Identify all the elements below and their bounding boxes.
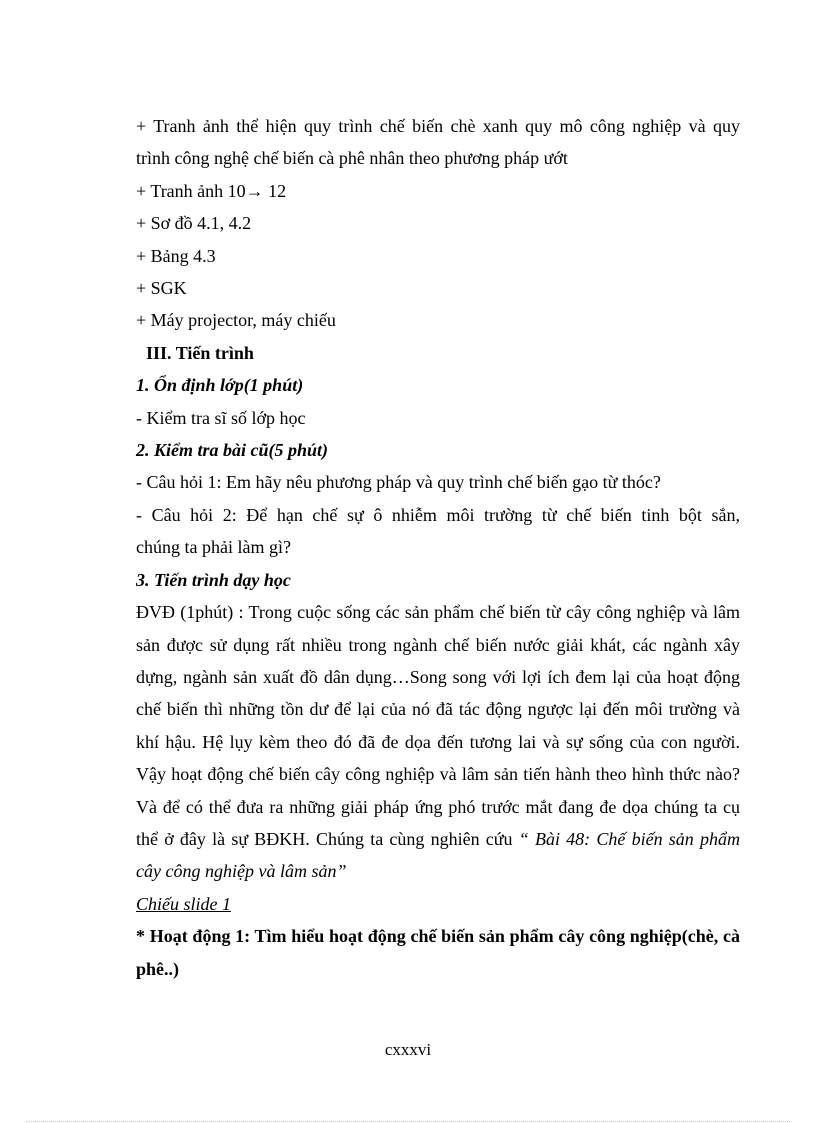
slide-note: Chiếu slide 1 — [136, 893, 231, 914]
page-divider — [26, 1121, 790, 1122]
lesson-title: “ Bài 48: Chế biến sản phẩm cây công nghiệp và lâm sản” — [136, 828, 740, 882]
text-line: + Tranh ảnh 10→ 12 — [136, 180, 287, 201]
page-number: cxxxvi — [384, 1040, 432, 1059]
subsection-heading: 1. Ổn định lớp(1 phút) — [136, 375, 304, 396]
text-line: + Máy projector, máy chiếu — [136, 310, 336, 331]
text-line: + SGK — [136, 278, 187, 299]
intro-text: ĐVĐ (1phút) : Trong cuộc sống các sản phẩm chế biến từ cây công nghiệp và lâm sản được sử dụng rất nhiều trong ngành chế biến nước giải khát, các ngành xây dựng, ngành sản xuất đồ dân dụng…Song song với lợi ích đem lại của hoạt động chế biến thì những tồn dư để lại của nó đã tác động ngược lại đến môi trường và khí hậu. Hệ lụy kèm theo đó đã đe dọa đến tương lai và sự sống của con người. Vậy hoạt động chế biến cây công nghiệp và lâm sản tiến hành theo hình thức nào? Và để có thể đưa ra những giải pháp ứng phó trước mắt đang đe dọa chúng ta cụ thể ở đây là sự BĐKH. Chúng ta cùng nghiên cứu — [136, 602, 740, 849]
text-line: - Kiểm tra sĩ số lớp học — [136, 407, 306, 428]
question-line: - Câu hỏi 1: Em hãy nêu phương pháp và quy trình chế biến gạo từ thóc? — [136, 472, 661, 493]
text-line: + Sơ đồ 4.1, 4.2 — [136, 213, 252, 234]
section-heading: III. Tiến trình — [146, 342, 254, 363]
question-line: chúng ta phải làm gì? — [136, 537, 291, 558]
text-line: + Tranh ảnh thể hiện quy trình chế biến chè xanh quy mô công nghiệp và quy — [136, 116, 740, 136]
intro-paragraph — [136, 596, 740, 888]
subsection-heading: 2. Kiểm tra bài cũ(5 phút) — [136, 440, 329, 461]
subsection-heading: 3. Tiến trình dạy học — [136, 569, 291, 590]
question-line: - Câu hỏi 2: Để hạn chế sự ô nhiễm môi trường từ chế biến tinh bột sắn, — [136, 504, 740, 525]
text-line: trình công nghệ chế biến cà phê nhân theo phương pháp ướt — [136, 148, 568, 169]
text-line: + Bảng 4.3 — [136, 245, 216, 266]
document-body — [136, 110, 740, 985]
activity-heading: * Hoạt động 1: Tìm hiểu hoạt động chế biến sản phẩm cây công nghiệp(chè, cà phê..) — [136, 926, 740, 979]
